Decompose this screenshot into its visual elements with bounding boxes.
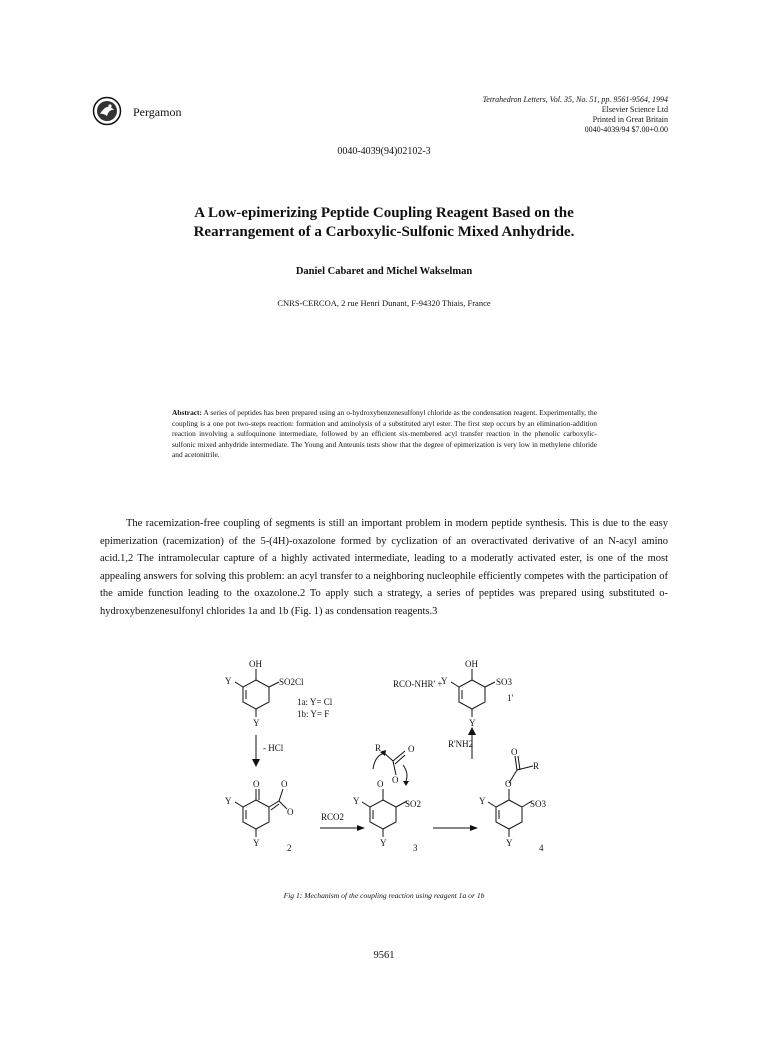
o-label: O	[287, 807, 294, 817]
o-label: O	[253, 779, 260, 789]
y-label: Y	[253, 838, 260, 848]
oh-label: OH	[465, 659, 478, 669]
y-label: Y	[506, 838, 513, 848]
journal-publisher: Elsevier Science Ltd	[601, 105, 668, 114]
o-label: O	[505, 779, 512, 789]
abstract-label: Abstract:	[172, 408, 202, 417]
rnh2-label: R'NH2	[448, 739, 474, 749]
so2cl-label: SO2Cl	[279, 677, 304, 687]
y-label: Y	[225, 676, 232, 686]
o-label: O	[281, 779, 288, 789]
title-line-1: A Low-epimerizing Peptide Coupling Reagent Based on the	[194, 205, 574, 221]
so3-label: SO3	[496, 677, 513, 687]
title-line-2: Rearrangement of a Carboxylic-Sulfonic Mixed Anhydride.	[193, 224, 575, 240]
rconhr-label: RCO-NHR' +	[393, 679, 443, 689]
y-label: Y	[353, 796, 360, 806]
r-label: R	[533, 761, 540, 771]
journal-printed: Printed in Great Britain	[592, 115, 668, 124]
body-paragraph: The racemization-free coupling of segments is still an important problem in modern peptide synthesis. This is due to the easy epimerization (racemization) of the 5-(4H)-oxazolone formed by cyclization of an overactivated derivative of an N-acyl amino acid.1,2 The intramolecular capture of a highly activated intermediate, leading to a moderatly activated ester, is one of the most appealing answers for solving this problem: an acyl transfer to a neighboring nucleophile efficiently competes with the participation of the amide function leading to the oxazolone.2 To apply such a strategy, a series of peptides was prepared using substituted o-hydroxybenzenesulfonyl chlorides 1a and 1b (Fig. 1) as condensation reagents.3	[100, 518, 668, 617]
doi: 0040-4039(94)02102-3	[337, 146, 431, 157]
compound-1prime-label: 1'	[507, 693, 514, 703]
abstract-text: A series of peptides has been prepared using an o-hydroxybenzenesulfonyl chloride as the condensation reagent. Experimentally, the coupling is a one pot two-steps reaction: formation and aminolysis of a substituted aryl ester. The first step occurs by an elimination-addition reaction involving a sulfoquinone intermediate, followed by an efficient six-membered acyl transfer reaction in the phenolic carboxylic-sulfonic mixed anhydride intermediate. The Young and Anteunis tests show that the degree of epimerization is very low in methylene chloride and acetonitrile.	[172, 408, 597, 460]
reagent-1a-label: 1a: Y= Cl	[297, 697, 333, 707]
o-label: O	[511, 747, 518, 757]
affiliation: CNRS-CERCOA, 2 rue Henri Dunant, F-94320 Thiais, France	[277, 298, 491, 308]
y-label: Y	[441, 676, 448, 686]
page-number: 9561	[373, 950, 395, 961]
figure-mechanism	[215, 655, 555, 870]
figure-caption: Fig 1: Mechanism of the coupling reaction using reagent 1a or 1b	[283, 891, 485, 900]
journal-citation: Tetrahedron Letters, Vol. 35, No. 51, pp. 9561-9564, 1994	[482, 95, 668, 104]
o-label: O	[377, 779, 384, 789]
y-label: Y	[225, 796, 232, 806]
y-label: Y	[380, 838, 387, 848]
y-label: Y	[253, 718, 260, 728]
publisher-name: Pergamon	[133, 105, 182, 119]
o-label: O	[408, 744, 415, 754]
journal-info	[483, 95, 668, 135]
paper-title	[100, 204, 668, 242]
compound-3-label: 3	[413, 843, 418, 853]
so2-label: SO2	[405, 799, 422, 809]
rco2-label: RCO2	[321, 812, 345, 822]
abstract	[172, 408, 597, 461]
compound-2-label: 2	[287, 843, 292, 853]
so3-label: SO3	[530, 799, 547, 809]
reagent-1b-label: 1b: Y= F	[297, 709, 330, 719]
o-label: O	[392, 775, 399, 785]
journal-issn: 0040-4039/94 $7.00+0.00	[584, 125, 668, 134]
authors: Daniel Cabaret and Michel Wakselman	[295, 266, 473, 277]
pergamon-logo	[92, 96, 122, 126]
oh-label: OH	[249, 659, 262, 669]
r-label: R	[375, 743, 382, 753]
y-label: Y	[479, 796, 486, 806]
compound-4-label: 4	[539, 843, 544, 853]
hcl-label: - HCl	[263, 743, 284, 753]
body-text	[100, 515, 668, 621]
y-label: Y	[469, 718, 476, 728]
